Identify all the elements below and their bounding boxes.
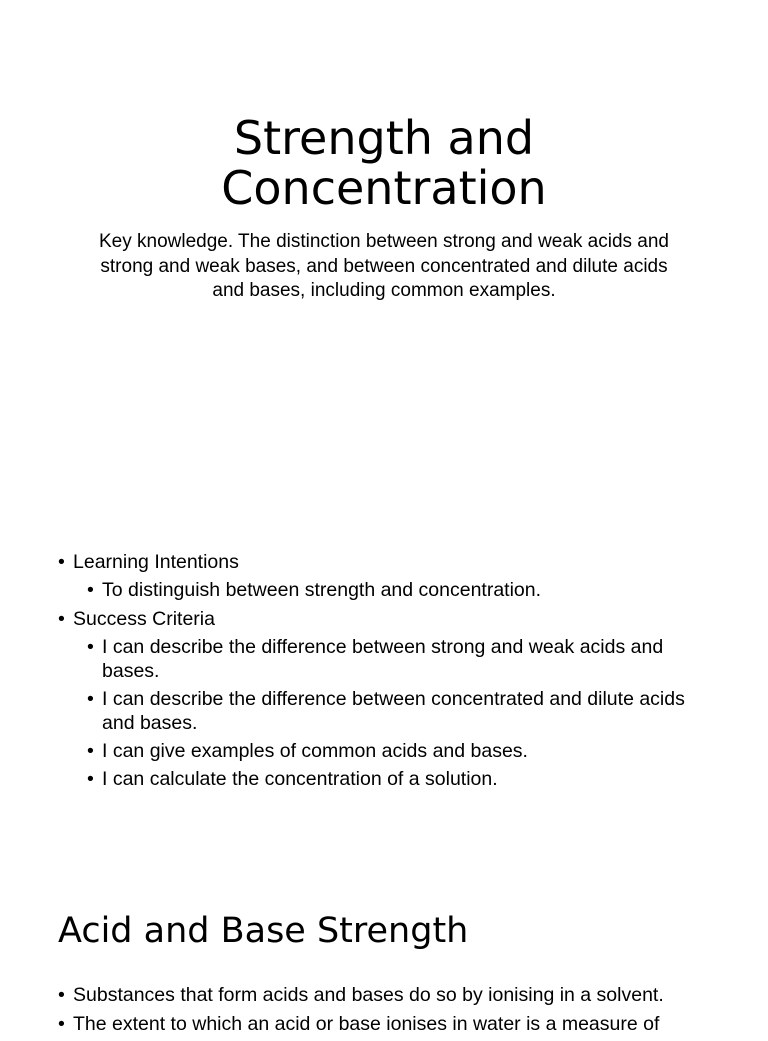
learning-intentions-item	[58, 550, 708, 602]
list-item: • To distinguish between strength and concentration.	[87, 578, 708, 602]
list-item: • I can calculate the concentration of a solution.	[87, 767, 708, 791]
list-item: • The extent to which an acid or base ionises in water is a measure of	[58, 1012, 708, 1036]
learning-intentions-slide	[0, 540, 768, 820]
section-heading: Acid and Base Strength	[58, 911, 469, 951]
list-item: • Substances that form acids and bases do so by ionising in a solvent.	[58, 983, 708, 1007]
key-knowledge-subtitle: Key knowledge. The distinction between strong and weak acids and strong and weak bases, and between concentrated and dilute acids and bases, including common examples.	[98, 231, 669, 301]
strength-bullets	[58, 983, 708, 1041]
list-item: • I can give examples of common acids and bases.	[87, 739, 708, 763]
success-criteria-label: Success Criteria	[73, 608, 215, 630]
learning-intentions-sublist	[73, 578, 708, 602]
acid-base-strength-slide	[0, 890, 768, 1035]
title-slide	[0, 0, 768, 330]
learning-intentions-label: Learning Intentions	[73, 551, 239, 573]
intentions-list	[58, 550, 708, 796]
list-item: • I can describe the difference between concentrated and dilute acids and bases.	[87, 687, 708, 735]
page-title: Strength and Concentration	[221, 111, 547, 215]
list-item: • I can describe the difference between strong and weak acids and bases.	[87, 635, 708, 683]
success-criteria-sublist	[73, 635, 708, 791]
success-criteria-item	[58, 607, 708, 791]
